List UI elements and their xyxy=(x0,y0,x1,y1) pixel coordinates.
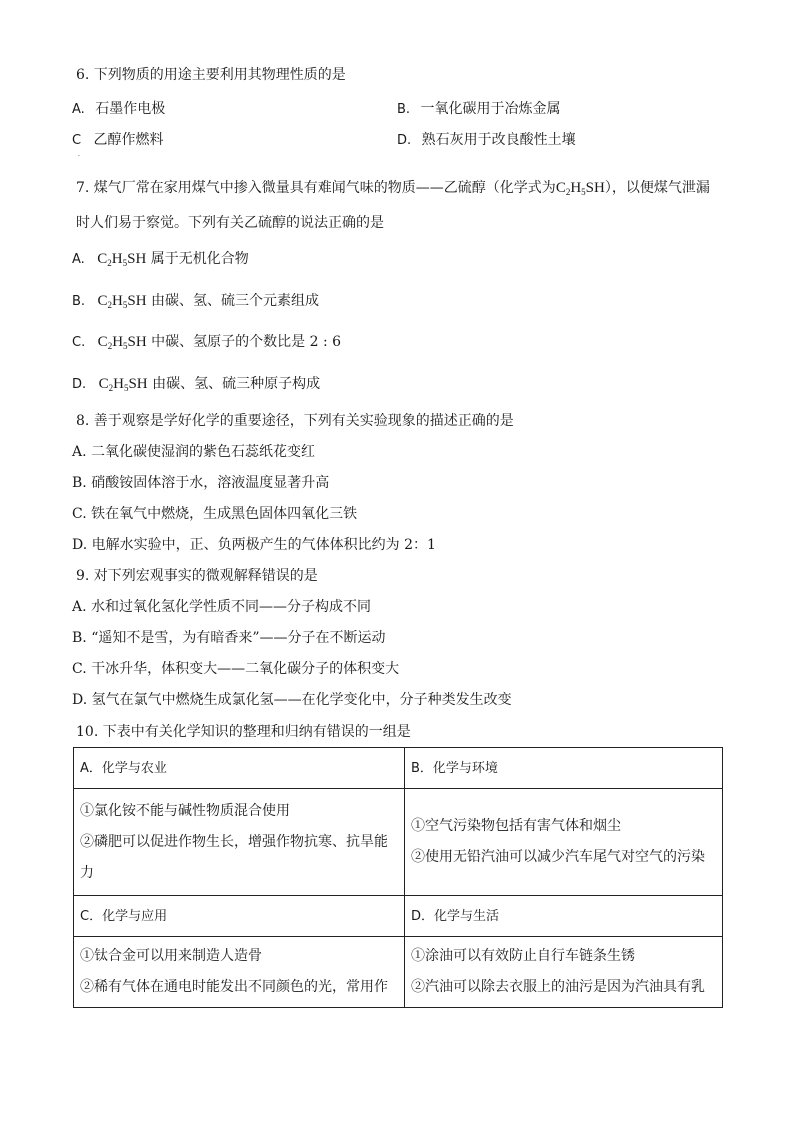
table-row-header-1 xyxy=(74,748,723,789)
q9-option-c: C. 干冰升华，体积变大——二氧化碳分子的体积变大 xyxy=(72,661,400,677)
q7-option-a xyxy=(72,251,249,268)
q6-option-d-label: D. xyxy=(397,133,412,148)
q6-option-b-text: 一氧化碳用于冶炼金属 xyxy=(420,101,561,117)
q6-option-a xyxy=(72,101,165,118)
cell-b-line-1: ①空气污染物包括有害气体和烟尘 xyxy=(411,818,621,834)
q7-option-b-text: 由碳、氢、硫三个元素组成 xyxy=(151,293,320,309)
cell-d-title: D．化学与生活 xyxy=(405,896,723,937)
q7-option-a-label: A. xyxy=(72,252,85,267)
q7-option-c xyxy=(72,334,341,351)
cell-b-content xyxy=(405,789,723,896)
cell-a-title: A．化学与农业 xyxy=(74,748,405,789)
cell-a-content xyxy=(74,789,405,896)
q7-option-d-text: 由碳、氢、硫三种原子构成 xyxy=(152,376,321,392)
cell-d-content xyxy=(405,937,723,1008)
q9-stem: 9. 对下列宏观事实的微观解释错误的是 xyxy=(76,568,318,584)
q7-option-b xyxy=(72,293,319,310)
q7-stem-line1 xyxy=(76,180,710,196)
q9-option-b: B. “遥知不是雪，为有暗香来”——分子在不断运动 xyxy=(72,630,386,646)
q8-stem: 8. 善于观察是学好化学的重要途径，下列有关实验现象的描述正确的是 xyxy=(76,413,514,429)
cell-d-line-2: ②汽油可以除去衣服上的油污是因为汽油具有乳 xyxy=(411,979,705,995)
cell-a-line-1: ①氯化铵不能与碱性物质混合使用 xyxy=(80,802,290,819)
q7-formula: $C_2H_5SH$ xyxy=(555,180,605,197)
q6-option-c-text: 乙醇作燃料 xyxy=(93,132,164,148)
cell-b-title: B．化学与环境 xyxy=(405,748,723,789)
cell-d-line-1: ①涂油可以有效防止自行车链条生锈 xyxy=(411,948,635,964)
q6-option-d xyxy=(397,132,576,149)
table-row-content-1 xyxy=(74,789,723,896)
q7-stem-part1: 7. 煤气厂常在家用煤气中掺入微量具有难闻气味的物质——乙硫醇（化学式为 xyxy=(76,180,556,196)
q6-option-c-label: C xyxy=(72,133,82,148)
q7-option-b-label: B. xyxy=(72,294,86,309)
q6-option-a-text: 石墨作电极 xyxy=(95,101,166,117)
q7-option-c-formula: $C_2H_5SH$ xyxy=(97,334,147,351)
q7-option-d xyxy=(72,376,320,393)
q10-knowledge-table xyxy=(73,747,723,1008)
cell-c-line-1: ①钛合金可以用来制造人造骨 xyxy=(80,948,262,964)
q6-option-a-label: A. xyxy=(72,102,85,117)
q6-option-c xyxy=(72,132,164,149)
q7-option-c-label: C. xyxy=(72,335,86,350)
table-row-header-2 xyxy=(74,896,723,937)
q6-option-b-label: B. xyxy=(397,102,411,117)
stray-dot: · xyxy=(78,153,80,160)
q7-stem-part2: ），以便煤气泄漏 xyxy=(604,180,710,196)
cell-c-title: C．化学与应用 xyxy=(74,896,405,937)
q9-option-a: A. 水和过氧化氢化学性质不同——分子构成不同 xyxy=(72,599,372,615)
cell-b-line-2: ②使用无铅汽油可以减少汽车尾气对空气的污染 xyxy=(411,849,705,865)
table-row-content-2 xyxy=(74,937,723,1008)
cell-a-line-3: 力 xyxy=(80,864,94,881)
q7-option-d-label: D. xyxy=(72,377,87,392)
q8-option-c: C. 铁在氧气中燃烧，生成黑色固体四氧化三铁 xyxy=(72,506,358,522)
cell-a-line-2: ②磷肥可以促进作物生长，增强作物抗寒、抗旱能 xyxy=(80,833,388,850)
q9-option-d: D. 氢气在氯气中燃烧生成氯化氢——在化学变化中，分子种类发生改变 xyxy=(72,692,512,708)
q6-option-d-text: 熟石灰用于改良酸性土壤 xyxy=(421,132,576,148)
q6-option-b xyxy=(397,101,561,118)
q6-stem: 6. 下列物质的用途主要利用其物理性质的是 xyxy=(76,67,346,83)
q8-option-a: A. 二氧化碳使湿润的紫色石蕊纸花变红 xyxy=(72,444,316,460)
cell-c-content xyxy=(74,937,405,1008)
q8-option-d: D. 电解水实验中，正、负两极产生的气体体积比约为 2：1 xyxy=(72,537,436,553)
q8-option-b: B. 硝酸铵固体溶于水，溶液温度显著升高 xyxy=(72,475,330,491)
q7-option-d-formula: $C_2H_5SH$ xyxy=(98,376,148,393)
q7-option-a-formula: $C_2H_5SH$ xyxy=(97,251,147,268)
q7-option-b-formula: $C_2H_5SH$ xyxy=(97,293,147,310)
q7-stem-line2: 时人们易于察觉。下列有关乙硫醇的说法正确的是 xyxy=(76,215,384,231)
cell-c-line-2: ②稀有气体在通电时能发出不同颜色的光，常用作 xyxy=(80,979,388,995)
q10-stem: 10. 下表中有关化学知识的整理和归纳有错误的一组是 xyxy=(76,724,411,740)
q7-option-a-text: 属于无机化合物 xyxy=(150,251,249,267)
q7-option-c-text: 中碳、氢原子的个数比是 2 : 6 xyxy=(151,334,342,350)
